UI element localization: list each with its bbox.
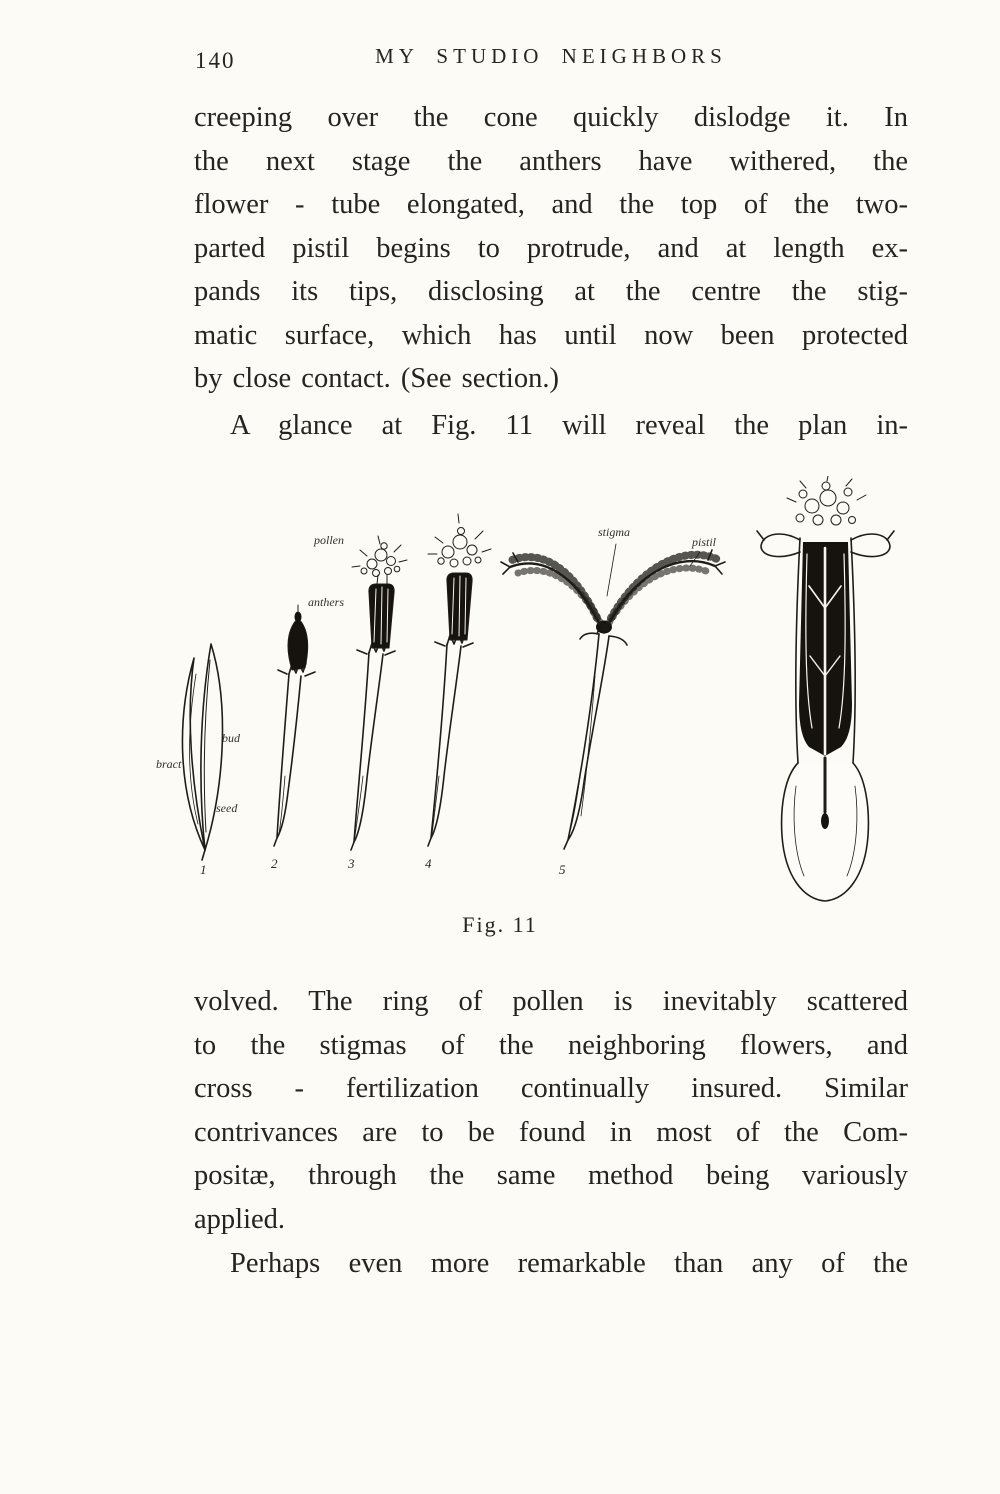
text-line: cross - fertilization continually insured. Similar bbox=[194, 1073, 908, 1104]
fig-number-4: 4 bbox=[425, 856, 432, 871]
fig-label-stigma: stigma bbox=[598, 525, 631, 539]
running-header: MY STUDIO NEIGHBORS bbox=[375, 44, 727, 68]
text-line: positæ, through the same method being variously bbox=[194, 1160, 908, 1191]
paragraph-2 bbox=[194, 404, 908, 448]
fig-number-1: 1 bbox=[200, 862, 207, 877]
fig-stage-3-floret bbox=[351, 536, 407, 850]
fig-label-bud: bud bbox=[222, 731, 240, 745]
fig-number-3: 3 bbox=[348, 856, 355, 871]
fig-label-pollen: pollen bbox=[314, 533, 344, 547]
text-line: the next stage the anthers have withered, the bbox=[194, 145, 908, 177]
text-line: contrivances are to be found in most of the Com- bbox=[194, 1116, 908, 1148]
fig-label-seed: seed bbox=[216, 801, 238, 815]
text-line: volved. The ring of pollen is inevitably scattered bbox=[194, 986, 908, 1017]
figure-caption: Fig. 11 bbox=[462, 912, 538, 937]
paragraph-4 bbox=[194, 1242, 908, 1286]
page-number: 140 bbox=[195, 48, 236, 73]
paragraph-1 bbox=[194, 96, 908, 401]
pollen-fuzz bbox=[428, 514, 491, 567]
page-header bbox=[195, 44, 907, 78]
text-line: pands its tips, disclosing at the centre the stig- bbox=[194, 276, 908, 307]
fig-stage-6-section bbox=[757, 476, 894, 901]
fig-stage-4-floret bbox=[428, 514, 491, 846]
fig-number-5: 5 bbox=[559, 862, 566, 877]
fig-number-2: 2 bbox=[271, 856, 278, 871]
text-line: flower - tube elongated, and the top of the two- bbox=[194, 189, 908, 220]
pappus-fuzz bbox=[787, 476, 866, 525]
text-line: Perhaps even more remarkable than any of the bbox=[230, 1248, 908, 1279]
fig-label-pistil: pistil bbox=[692, 535, 717, 549]
fig-stage-1-bud bbox=[182, 644, 222, 860]
text-line: to the stigmas of the neighboring flowers, and bbox=[194, 1029, 908, 1061]
paragraph-3 bbox=[194, 980, 908, 1241]
text-line: by close contact. (See section.) bbox=[194, 363, 559, 394]
pollen-fuzz bbox=[352, 536, 407, 577]
fig-label-anthers: anthers bbox=[308, 595, 344, 609]
fig-stage-2-floret bbox=[274, 605, 315, 846]
text-line: A glance at Fig. 11 will reveal the plan in- bbox=[230, 410, 908, 441]
fig-stage-5-floret bbox=[501, 544, 725, 849]
text-line: applied. bbox=[194, 1203, 286, 1235]
text-line: matic surface, which has until now been protected bbox=[194, 319, 908, 351]
text-line: parted pistil begins to protrude, and at length ex- bbox=[194, 232, 908, 264]
fig-label-bract: bract bbox=[156, 757, 182, 771]
figure-11 bbox=[148, 476, 908, 908]
text-line: creeping over the cone quickly dislodge it. In bbox=[194, 102, 908, 133]
botanical-illustration bbox=[148, 476, 908, 906]
